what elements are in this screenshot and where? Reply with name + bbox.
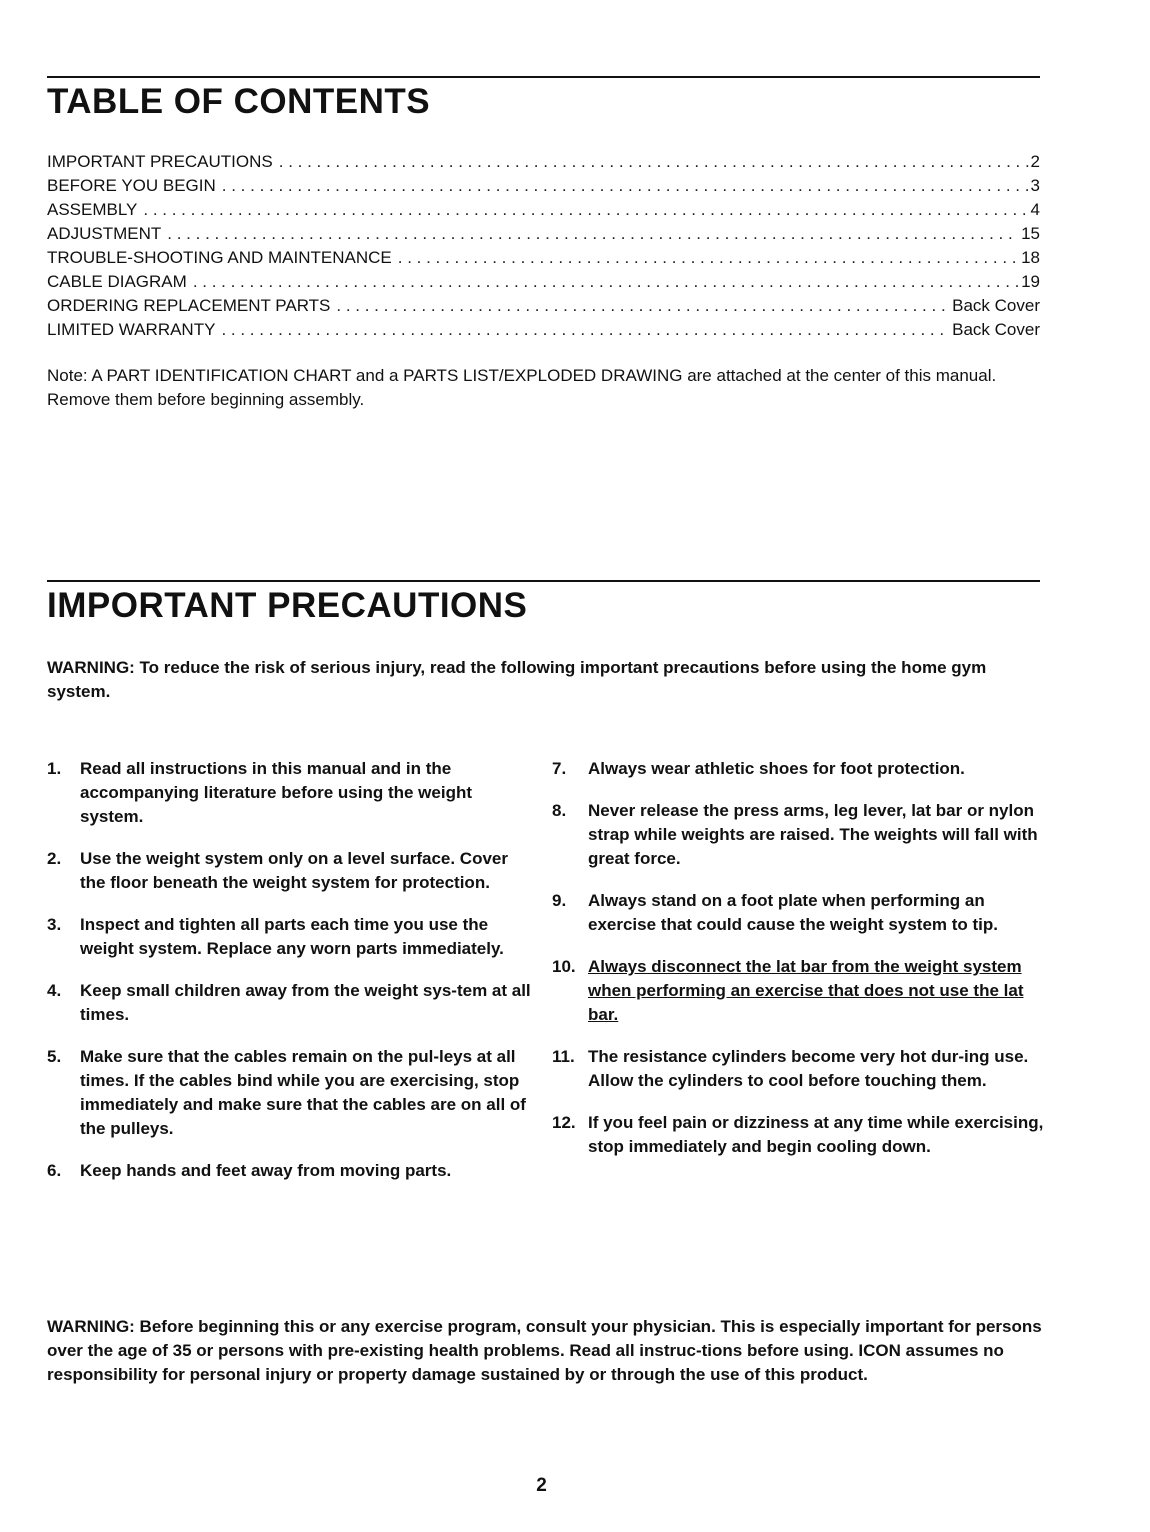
toc-leader-dots: [193, 270, 1019, 294]
precaution-number: 10.: [552, 957, 576, 976]
toc-entry-page: Back Cover: [952, 296, 1040, 315]
precaution-item: [552, 1111, 1047, 1159]
toc-entry[interactable]: [47, 198, 1040, 222]
toc-leader-dots: [221, 318, 950, 342]
precaution-text: Always wear athletic shoes for foot protection.: [588, 759, 965, 778]
precaution-text: Read all instructions in this manual and in the accompanying literature before using the weight system.: [80, 759, 473, 826]
precaution-number: 6.: [47, 1161, 62, 1180]
precaution-number: 2.: [47, 849, 62, 868]
precaution-text: Keep hands and feet away from moving parts.: [80, 1161, 452, 1180]
precaution-item: [552, 757, 1047, 781]
toc-list: [47, 150, 1040, 342]
precaution-number: 1.: [47, 759, 62, 778]
precaution-item: [47, 1045, 537, 1141]
precaution-number: 11.: [552, 1047, 575, 1066]
toc-entry-label: LIMITED WARRANTY: [47, 320, 216, 339]
toc-entry-page: 19: [1021, 272, 1040, 291]
toc-entry-page: 3: [1030, 176, 1040, 195]
precaution-text: Make sure that the cables remain on the pul-leys at all times. If the cables bind while you are exercising, stop immediately and make sure that the cables are on all of the pulleys.: [80, 1047, 526, 1138]
toc-entry-label: ADJUSTMENT: [47, 224, 162, 243]
precaution-item: [47, 913, 537, 961]
toc-entry-page: Back Cover: [952, 320, 1040, 339]
precaution-text: Keep small children away from the weight sys-tem at all times.: [80, 981, 531, 1024]
precautions-list-left: [47, 757, 537, 1201]
precaution-number: 3.: [47, 915, 62, 934]
precaution-item: [47, 847, 537, 895]
precaution-item: [552, 1045, 1047, 1093]
precaution-item: [552, 955, 1047, 1027]
toc-entry-label: BEFORE YOU BEGIN: [47, 176, 216, 195]
precaution-text-underlined: Always disconnect the lat bar from the weight system when performing an exercise that does not use the lat bar.: [588, 957, 1024, 1024]
toc-entry[interactable]: [47, 318, 1040, 342]
precaution-text: Never release the press arms, leg lever, lat bar or nylon strap while weights are raised. The weights will fall with great force.: [588, 801, 1038, 868]
precaution-item: [552, 799, 1047, 871]
toc-note: Note: A PART IDENTIFICATION CHART and a PARTS LIST/EXPLODED DRAWING are attached at the center of this manual. Remove them before beginning assembly.: [47, 366, 997, 409]
warning-bottom: WARNING: Before beginning this or any exercise program, consult your physician. This is especially important for persons over the age of 35 or persons with pre-existing health problems. Read all instruc-tions before using. ICON assumes no responsibility for personal injury or property damage sustained by or through the use of this product.: [47, 1317, 1042, 1384]
toc-leader-dots: [222, 174, 1029, 198]
precautions-list-right: [552, 757, 1047, 1177]
toc-entry-label: CABLE DIAGRAM: [47, 272, 187, 291]
precaution-number: 8.: [552, 801, 567, 820]
toc-title: TABLE OF CONTENTS: [47, 82, 431, 121]
precaution-text: Inspect and tighten all parts each time you use the weight system. Replace any worn parts immediately.: [80, 915, 504, 958]
top-rule: [47, 76, 1040, 78]
toc-entry-label: IMPORTANT PRECAUTIONS: [47, 152, 273, 171]
toc-entry[interactable]: [47, 270, 1040, 294]
precaution-item: [47, 1159, 537, 1183]
precaution-number: 4.: [47, 981, 62, 1000]
precaution-text: If you feel pain or dizziness at any time while exercising, stop immediately and begin cooling down.: [588, 1113, 1044, 1156]
precaution-item: [47, 757, 537, 829]
toc-entry[interactable]: [47, 222, 1040, 246]
toc-leader-dots: [143, 198, 1028, 222]
section-rule: [47, 580, 1040, 582]
toc-entry-label: ASSEMBLY: [47, 200, 138, 219]
toc-entry[interactable]: [47, 246, 1040, 270]
toc-leader-dots: [336, 294, 950, 318]
toc-entry[interactable]: [47, 294, 1040, 318]
precaution-number: 9.: [552, 891, 567, 910]
toc-entry-label: ORDERING REPLACEMENT PARTS: [47, 296, 331, 315]
toc-entry-page: 4: [1030, 200, 1040, 219]
toc-entry[interactable]: [47, 150, 1040, 174]
toc-leader-dots: [167, 222, 1019, 246]
precaution-number: 12.: [552, 1113, 576, 1132]
page-number: 2: [536, 1475, 547, 1496]
toc-leader-dots: [398, 246, 1019, 270]
toc-entry-page: 15: [1021, 224, 1040, 243]
precaution-number: 7.: [552, 759, 567, 778]
toc-entry-label: TROUBLE-SHOOTING AND MAINTENANCE: [47, 248, 392, 267]
precaution-text: The resistance cylinders become very hot dur-ing use. Allow the cylinders to cool before touching them.: [588, 1047, 1029, 1090]
warning-top: WARNING: To reduce the risk of serious injury, read the following important precautions before using the home gym system.: [47, 658, 987, 701]
precautions-title: IMPORTANT PRECAUTIONS: [47, 586, 528, 625]
precaution-number: 5.: [47, 1047, 62, 1066]
precaution-item: [552, 889, 1047, 937]
precaution-item: [47, 979, 537, 1027]
precaution-text: Use the weight system only on a level surface. Cover the floor beneath the weight system for protection.: [80, 849, 508, 892]
toc-entry-page: 18: [1021, 248, 1040, 267]
toc-entry-page: 2: [1030, 152, 1040, 171]
toc-entry[interactable]: [47, 174, 1040, 198]
toc-leader-dots: [279, 150, 1029, 174]
precaution-text: Always stand on a foot plate when performing an exercise that could cause the weight system to tip.: [588, 891, 999, 934]
